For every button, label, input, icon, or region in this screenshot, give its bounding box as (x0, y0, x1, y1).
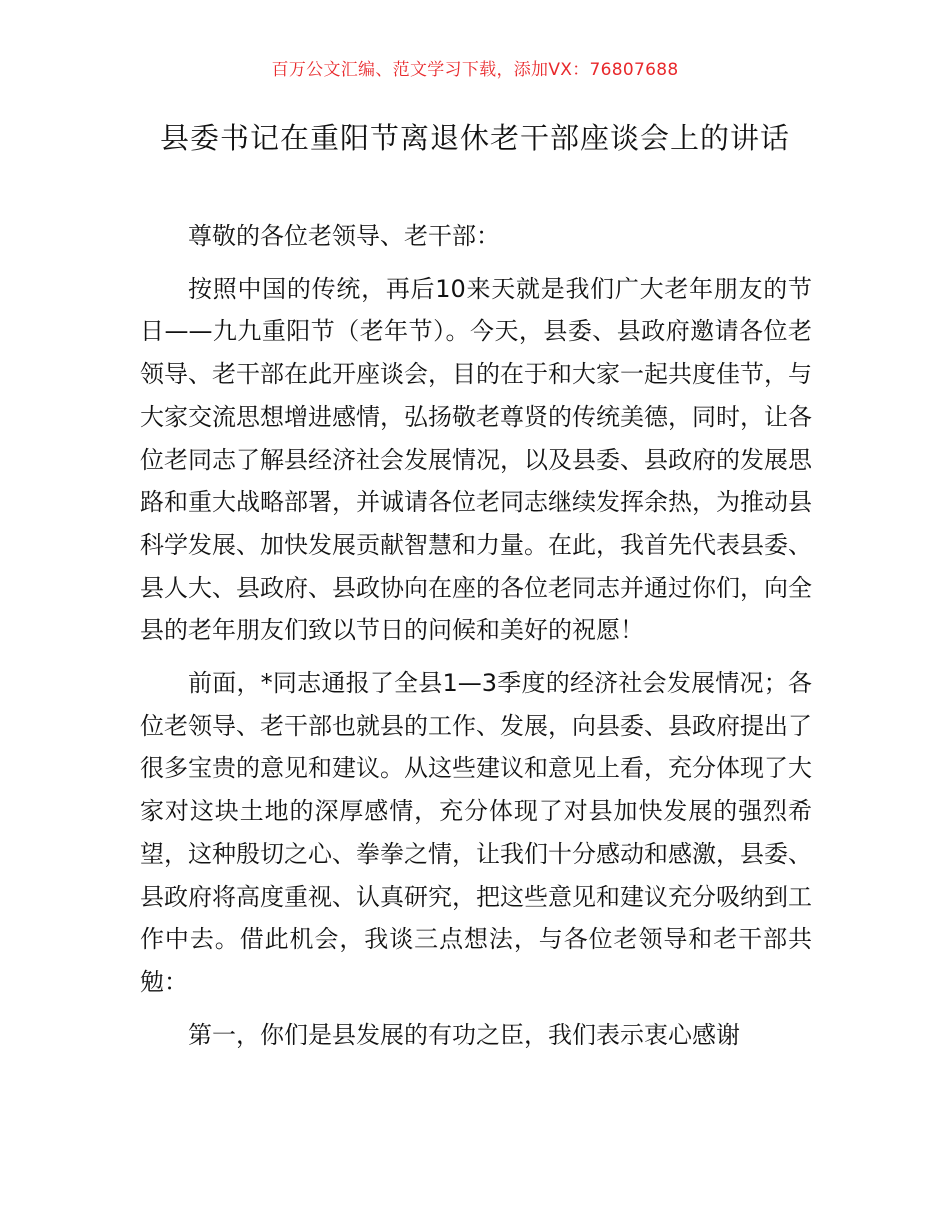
header-watermark: 百万公文汇编、范文学习下载，添加VX：76807688 (271, 60, 679, 80)
body-paragraph-1: 按照中国的传统，再后10来天就是我们广大老年朋友的节日——九九重阳节（老年节）。今天，县委、县政府邀请各位老领导、老干部在此开座谈会，目的在于和大家一起共度佳节，与大家交流思想增进感情，弘扬敬老尊贤的传统美德，同时，让各位老同志了解县经济社会发展情况，以及县委、县政府的发展思路和重大战略部署，并诚请各位老同志继续发挥余热，为推动县科学发展、加快发展贡献智慧和力量。在此，我首先代表县委、县人大、县政府、县政协向在座的各位老同志并通过你们，向全县的老年朋友们致以节日的问候和美好的祝愿！ (140, 274, 812, 645)
document-body (140, 215, 812, 1056)
document-title: 县委书记在重阳节离退休老干部座谈会上的讲话 (159, 121, 790, 155)
salutation: 尊敬的各位老领导、老干部： (188, 222, 500, 250)
section-heading: 第一，你们是县发展的有功之臣，我们表示衷心感谢 (188, 1020, 740, 1049)
body-paragraph-2: 前面，*同志通报了全县1—3季度的经济社会发展情况；各位老领导、老干部也就县的工作、发展，向县委、县政府提出了很多宝贵的意见和建议。从这些建议和意见上看，充分体现了大家对这块土地的深厚感情，充分体现了对县加快发展的强烈希望，这种殷切之心、拳拳之情，让我们十分感动和感激，县委、县政府将高度重视、认真研究，把这些意见和建议充分吸纳到工作中去。借此机会，我谈三点想法，与各位老领导和老干部共勉： (140, 669, 812, 996)
